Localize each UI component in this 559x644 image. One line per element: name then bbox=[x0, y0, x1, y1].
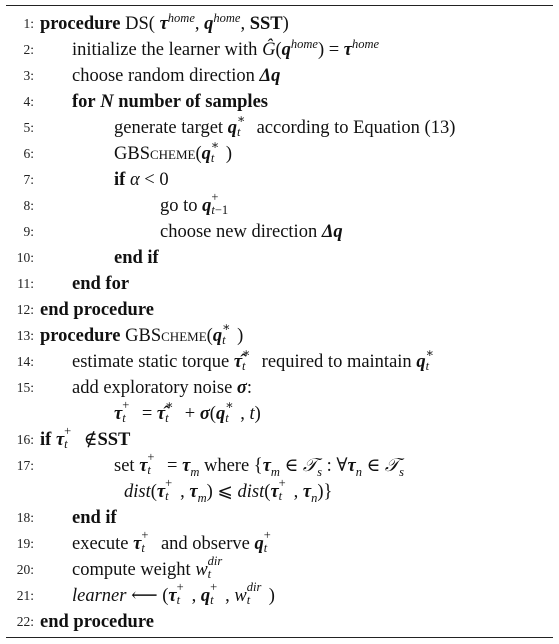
algorithm-line-14 bbox=[6, 346, 553, 375]
line-content bbox=[72, 505, 117, 531]
line-number: 20: bbox=[16, 562, 34, 577]
line-content: execute τ + t and observe q + t bbox=[72, 528, 271, 555]
algorithm-line-15 bbox=[6, 375, 553, 401]
algorithm-line-6 bbox=[6, 138, 553, 167]
algorithm-line-15-equation bbox=[6, 398, 553, 427]
text-dist: dist bbox=[237, 482, 265, 502]
line-content bbox=[114, 245, 159, 271]
algorithm-line-16 bbox=[6, 424, 553, 453]
algorithm-line-2 bbox=[6, 37, 553, 63]
top-rule bbox=[6, 5, 553, 6]
line-number: 8: bbox=[23, 198, 34, 213]
line-number: 2: bbox=[23, 42, 34, 57]
line-content: estimate static torque τ̂ ∗ t required to maintain q ∗ t bbox=[72, 346, 435, 373]
sst-symbol: SST bbox=[249, 14, 283, 34]
line-content: compute weight w dir t bbox=[72, 554, 223, 581]
procedure-call-gbscheme: GBScheme bbox=[114, 144, 196, 164]
line-content: generate target q ∗ t according to Equation (13) bbox=[114, 112, 456, 139]
text-compute-weight: compute weight bbox=[72, 560, 191, 580]
text-according-to: according to Equation (13) bbox=[256, 118, 456, 138]
line-content: τ + t = τ̂ ∗ t + σ(q ∗ t , t) bbox=[114, 398, 261, 425]
keyword-end-if: end if bbox=[72, 508, 117, 528]
algorithm-box bbox=[6, 5, 553, 638]
text-where: where bbox=[203, 456, 250, 476]
keyword-end-procedure: end procedure bbox=[40, 612, 154, 632]
line-number: 18: bbox=[16, 510, 34, 525]
keyword-procedure: procedure bbox=[40, 14, 121, 34]
line-number: 7: bbox=[23, 172, 34, 187]
line-content: dist(τ + t , $\tau_m$) ⩽ dist(τ + t , $\tau_n$)} bbox=[124, 476, 333, 505]
text-dist: dist bbox=[124, 482, 151, 502]
line-number: 1: bbox=[23, 16, 34, 31]
text-initialize: initialize the learner with bbox=[72, 40, 258, 60]
algorithm-line-20 bbox=[6, 554, 553, 583]
keyword-end-for: end for bbox=[72, 274, 130, 294]
algorithm-line-19 bbox=[6, 528, 553, 557]
text-execute: execute bbox=[72, 534, 129, 554]
line-content bbox=[72, 271, 129, 297]
line-content bbox=[40, 297, 154, 323]
text-set: set bbox=[114, 456, 135, 476]
algorithm-line-3 bbox=[6, 63, 553, 89]
keyword-number-of-samples: number of samples bbox=[118, 92, 268, 112]
line-content: initialize the learner with $Ĝ(q^{home}) = \tau^{home}$ bbox=[72, 37, 380, 60]
algorithm-line-7 bbox=[6, 167, 553, 193]
sst-symbol: SST bbox=[97, 430, 131, 450]
line-number: 19: bbox=[16, 536, 34, 551]
line-content: choose random direction Δq bbox=[72, 66, 281, 86]
bottom-rule bbox=[6, 637, 553, 638]
line-content: procedure DS( $\tau^{home}$, $q^{home}$, SST) bbox=[40, 11, 289, 34]
algorithm-line-11 bbox=[6, 271, 553, 297]
line-content: if τ + t ∉SST bbox=[40, 424, 131, 451]
algorithm-line-5 bbox=[6, 112, 553, 141]
line-number: 9: bbox=[23, 224, 34, 239]
text-choose-new: choose new direction bbox=[160, 222, 318, 242]
text-and-observe: and observe bbox=[160, 534, 250, 554]
line-number: 17: bbox=[16, 458, 34, 473]
line-number: 11: bbox=[17, 276, 34, 291]
algorithm-line-12 bbox=[6, 297, 553, 323]
algorithm-line-17-cont bbox=[6, 476, 553, 505]
line-content: go to q + t−1 bbox=[160, 190, 229, 217]
line-number: 15: bbox=[16, 380, 34, 395]
line-content: add exploratory noise σ: bbox=[72, 378, 253, 398]
line-content: if α < 0 bbox=[114, 170, 169, 190]
line-number: 6: bbox=[23, 146, 34, 161]
procedure-name-ds: DS( bbox=[125, 14, 155, 34]
line-number: 12: bbox=[16, 302, 34, 317]
line-content bbox=[40, 609, 154, 635]
keyword-if: if bbox=[114, 170, 126, 190]
keyword-if: if bbox=[40, 430, 52, 450]
algorithm-line-13 bbox=[6, 320, 553, 349]
algorithm-line-8 bbox=[6, 190, 553, 219]
algorithm-line-10 bbox=[6, 245, 553, 271]
algorithm-line-18 bbox=[6, 505, 553, 531]
text-add-noise: add exploratory noise bbox=[72, 378, 233, 398]
line-number: 10: bbox=[16, 250, 34, 265]
text-generate-target: generate target bbox=[114, 118, 224, 138]
line-content: set τ + t = $\tau_m$ where {$\tau_m$ ∈ 𝒯$_s$ : $\forall\tau_n$ ∈ 𝒯$_s$ bbox=[114, 450, 404, 479]
line-number: 21: bbox=[16, 588, 34, 603]
line-number: 16: bbox=[16, 432, 34, 447]
line-number: 4: bbox=[23, 94, 34, 109]
algorithm-line-4 bbox=[6, 89, 553, 115]
keyword-for: for bbox=[72, 92, 96, 112]
line-content: choose new direction Δq bbox=[160, 222, 343, 242]
algorithm-line-21 bbox=[6, 580, 553, 609]
keyword-end-procedure: end procedure bbox=[40, 300, 154, 320]
text-learner: learner bbox=[72, 586, 127, 606]
text-choose-random: choose random direction bbox=[72, 66, 255, 86]
line-number: 5: bbox=[23, 120, 34, 135]
line-number: 14: bbox=[16, 354, 34, 369]
procedure-name-gbscheme: GBScheme bbox=[125, 326, 207, 346]
line-content: procedure GBScheme(q ∗ t ) bbox=[40, 320, 244, 347]
line-content: GBScheme(q ∗ t ) bbox=[114, 138, 233, 165]
line-content: learner ⟵ (τ + t , q + t , w dir t ) bbox=[72, 580, 275, 607]
line-content: for N number of samples bbox=[72, 92, 268, 112]
algorithm-line-1 bbox=[6, 11, 553, 37]
line-number: 22: bbox=[16, 614, 34, 629]
line-number: 3: bbox=[23, 68, 34, 83]
algorithm-line-22 bbox=[6, 609, 553, 635]
text-estimate: estimate static torque bbox=[72, 352, 230, 372]
keyword-procedure: procedure bbox=[40, 326, 121, 346]
line-number: 13: bbox=[16, 328, 34, 343]
text-go-to: go to bbox=[160, 196, 198, 216]
algorithm-line-9 bbox=[6, 219, 553, 245]
text-required: required to maintain bbox=[261, 352, 412, 372]
keyword-end-if: end if bbox=[114, 248, 159, 268]
